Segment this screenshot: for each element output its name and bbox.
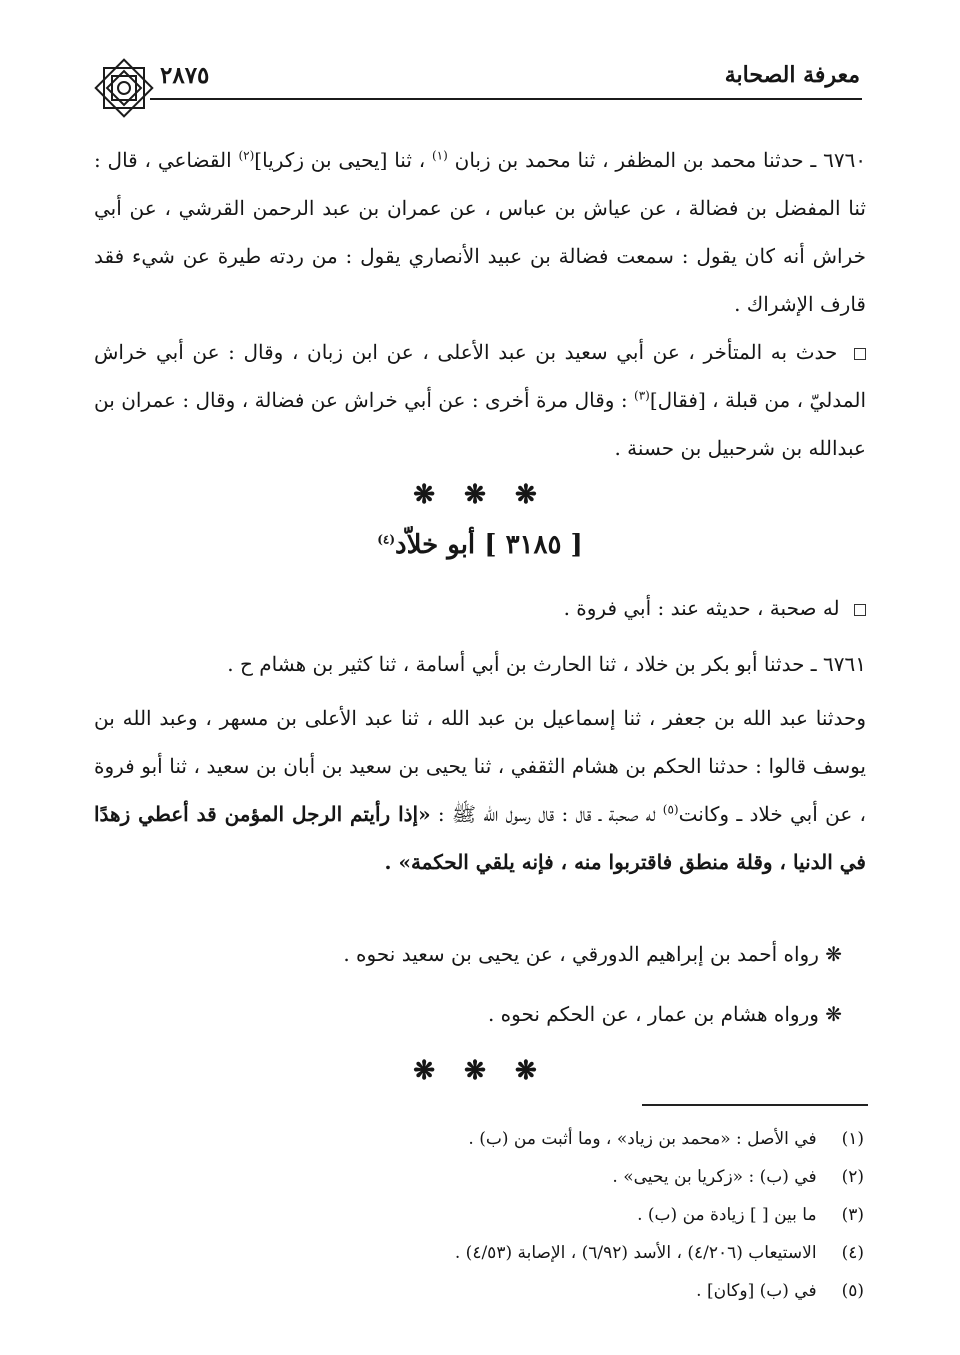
- heading-text: [ ٣١٨٥ ] أبو خلاّد: [395, 530, 583, 560]
- hadith-text: ، ثنا [يحيى بن زكريا]: [254, 148, 426, 172]
- page-header: [0, 0, 960, 120]
- footnote-number: (١): [841, 1129, 864, 1149]
- square-bullet-icon: [854, 348, 866, 360]
- footnote-number: (٢): [841, 1167, 864, 1187]
- square-bullet-icon: [854, 604, 866, 616]
- commentary-text: : وقال مرة أخرى : عن أبي خراش عن فضالة ، وقال : عمران بن عبدالله بن شرحبيل بن حسنة .: [94, 388, 866, 460]
- page-number: ٢٨٧٥: [160, 62, 210, 89]
- hadith-text: ـ حدثنا محمد بن المظفر ، ثنا محمد بن زبان: [454, 148, 817, 172]
- footnote-3: [104, 1196, 864, 1234]
- hadith-6761-body: [94, 694, 866, 886]
- footnote-text: ما بين [ ] زيادة من (ب) .: [637, 1205, 817, 1225]
- footnote-number: (٣): [841, 1205, 864, 1225]
- commentary-text: له صحبة ، حديثه عند : أبي فروة .: [563, 596, 840, 620]
- header-rule: [150, 98, 862, 100]
- hadith-matn: «إذا رأيتم الرجل المؤمن قد أعطي زهدًا في الدنيا ، وقلة منطق فاقتربوا منه ، فإنه يلقي الحكمة» .: [94, 802, 866, 874]
- octagonal-ornament-icon: [92, 56, 156, 120]
- footnote-1: [104, 1120, 864, 1158]
- footnote-ref: (٣): [634, 388, 650, 403]
- footnote-ref: (٤): [377, 532, 396, 547]
- hadith-text: ـ حدثنا أبو بكر بن خلاد ، ثنا الحارث بن أبي أسامة ، ثنا كثير بن هشام ح .: [227, 652, 817, 676]
- running-title: معرفة الصحابة: [724, 62, 860, 88]
- section-separator: ❋ ❋ ❋: [413, 1056, 547, 1086]
- commentary-paragraph: [94, 584, 866, 632]
- footnote-5: [104, 1272, 864, 1310]
- footnote-rule: [642, 1104, 868, 1106]
- footnote-4: [104, 1234, 864, 1272]
- note-line: ❋ ورواه هشام بن عمار ، عن الحكم نحوه .: [487, 1002, 842, 1026]
- section-heading: [0, 530, 960, 560]
- footnote-ref: (١): [431, 148, 448, 163]
- footnote-text: في الأصل : «محمد بن زياد» ، وما أثبت من (ب) .: [468, 1129, 817, 1149]
- hadith-text: القضاعي ، قال : ثنا المفضل بن فضالة ، عن عياش بن عباس ، عن عمران بن عبد الرحمن القرشي ، عن أبي خراش أنه كان يقول : سمعت فضالة بن عبيد الأنصاري يقول : من ردته طيرة عن شيء فقد قارف الإشراك .: [94, 148, 866, 316]
- footnote-number: (٤): [841, 1243, 864, 1263]
- footnote-text: في (ب) [وكان] .: [696, 1281, 817, 1301]
- hadith-text: له صحبة ـ قال : قال رسول الله ﷺ :: [437, 802, 656, 826]
- hadith-number: ٦٧٦٠: [823, 148, 867, 172]
- footnote-text: في (ب) : «زكريا بن يحيى» .: [612, 1167, 817, 1187]
- footnote-text: الاستيعاب (٤/٢٠٦) ، الأسد (٦/٩٢) ، الإصابة (٤/٥٣) .: [454, 1243, 817, 1263]
- hadith-6761-line: [94, 640, 866, 688]
- footnotes: [104, 1120, 864, 1310]
- footnote-number: (٥): [841, 1281, 864, 1301]
- hadith-number: ٦٧٦١: [823, 652, 866, 676]
- footnote-2: [104, 1158, 864, 1196]
- section-separator: ❋ ❋ ❋: [413, 480, 547, 510]
- hadith-text: وحدثنا عبد الله بن جعفر ، ثنا إسماعيل بن عبد الله ، ثنا عبد الأعلى بن مسهر ، وعبد الله بن يوسف قالوا : حدثنا الحكم بن هشام الثقفي ، ثنا يحيى بن سعيد بن أبان بن سعيد ، ثنا أبو فروة ، عن أبي خلاد ـ وكانت: [94, 706, 867, 826]
- commentary-paragraph: [94, 328, 866, 472]
- hadith-6760: [94, 136, 866, 328]
- footnote-ref: (٥): [662, 802, 679, 817]
- commentary-text: حدث به المتأخر ، عن أبي سعيد بن عبد الأعلى ، عن ابن زبان ، وقال : عن أبي خراش المدليّ ، من قبلة ، [فقال]: [94, 340, 866, 412]
- note-line: ❋ رواه أحمد بن إبراهيم الدورقي ، عن يحيى بن سعيد نحوه .: [343, 942, 842, 966]
- footnote-ref: (٢): [238, 148, 255, 163]
